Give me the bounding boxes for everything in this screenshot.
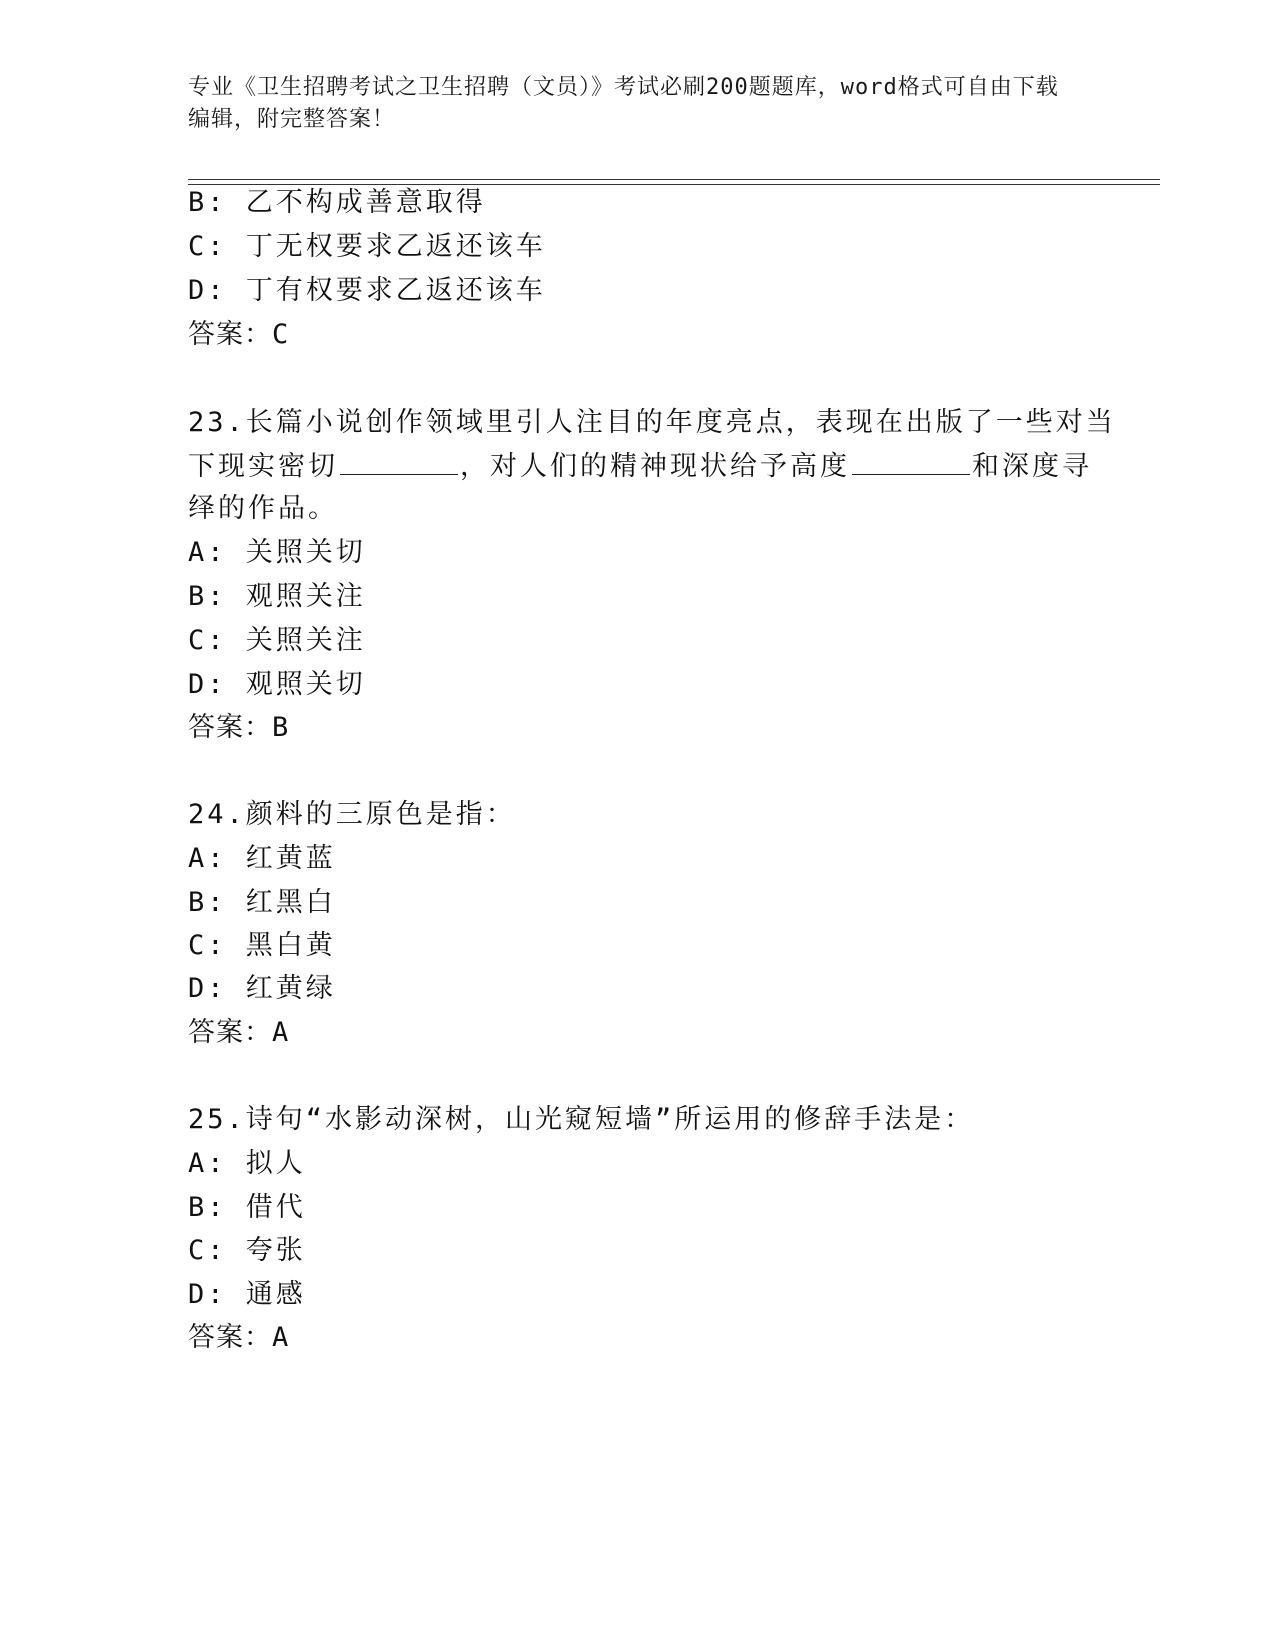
q24-option-b: B: 红黑白 (188, 887, 336, 918)
q23-answer: 答案：B (188, 712, 290, 743)
q25-answer: 答案：A (188, 1322, 290, 1353)
q23-stem-line2 (188, 450, 1092, 484)
q25-stem: 25.诗句“水影动深树，山光窥短墙”所运用的修辞手法是： (188, 1104, 975, 1135)
q23-stem-part1: 下现实密切 (188, 451, 338, 482)
q24-stem: 24.颜料的三原色是指： (188, 799, 516, 830)
q22-option-b: B: 乙不构成善意取得 (188, 187, 486, 218)
q23-stem-line3: 绎的作品。 (188, 493, 338, 524)
q24-option-c: C: 黑白黄 (188, 930, 336, 961)
q25-option-d: D: 通感 (188, 1279, 306, 1310)
q23-option-c: C: 关照关注 (188, 625, 366, 656)
q23-blank-2 (852, 450, 970, 475)
q23-stem-line1: 23.长篇小说创作领域里引人注目的年度亮点，表现在出版了一些对当 (188, 407, 1116, 438)
q23-option-a: A: 关照关切 (188, 537, 366, 568)
q25-option-c: C: 夸张 (188, 1235, 306, 1266)
q24-answer: 答案：A (188, 1017, 290, 1048)
q25-option-a: A: 拟人 (188, 1148, 306, 1179)
document-header: 专业《卫生招聘考试之卫生招聘（文员）》考试必刷200题题库，word格式可自由下载编辑，附完整答案！ (188, 75, 1059, 132)
q23-stem-part2: ，对人们的精神现状给予高度 (460, 451, 850, 482)
q23-option-b: B: 观照关注 (188, 581, 366, 612)
q25-option-b: B: 借代 (188, 1192, 306, 1223)
q22-option-d: D: 丁有权要求乙返还该车 (188, 275, 546, 306)
q23-blank-1 (340, 450, 458, 475)
header-divider-bottom (188, 184, 1160, 185)
q22-option-c: C: 丁无权要求乙返还该车 (188, 231, 546, 262)
q23-stem-part3: 和深度寻 (972, 451, 1092, 482)
q24-option-a: A: 红黄蓝 (188, 843, 336, 874)
q24-option-d: D: 红黄绿 (188, 973, 336, 1004)
q23-option-d: D: 观照关切 (188, 669, 366, 700)
q22-answer: 答案：C (188, 319, 290, 350)
header-divider-top (188, 179, 1160, 180)
